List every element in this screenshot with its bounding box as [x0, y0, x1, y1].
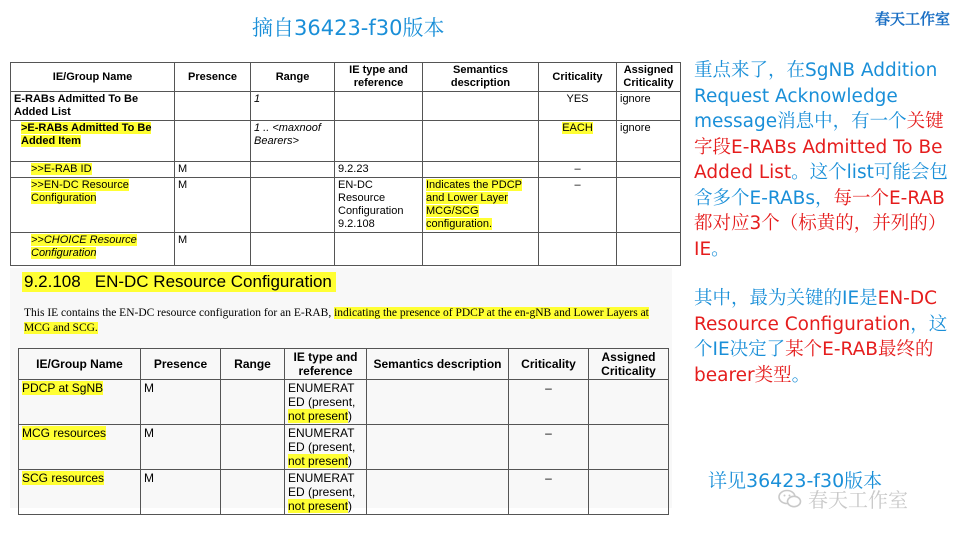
presence-cell: M [141, 425, 221, 470]
range-cell [251, 162, 335, 178]
type-cell: EN-DC Resource Configuration 9.2.108 [335, 178, 423, 233]
section-number: 9.2.108 [24, 272, 81, 291]
col-header: Semantics description [423, 63, 539, 92]
col-header: IE type and reference [335, 63, 423, 92]
section-title: EN-DC Resource Configuration [94, 272, 332, 291]
col-header: Semantics description [367, 349, 509, 380]
watermark [778, 484, 908, 513]
range-cell [221, 425, 285, 470]
criticality-cell: YES [539, 92, 617, 121]
semantics-cell [423, 92, 539, 121]
semantics-cell: Indicates the PDCP and Lower Layer MCG/SCG configuration. [426, 179, 522, 230]
type-cell [335, 92, 423, 121]
assigned-criticality-cell [617, 233, 681, 266]
presence-cell [175, 121, 251, 162]
table-row [19, 425, 669, 470]
type-cell: ENUMERAT ED (present, not present) [285, 425, 367, 470]
note-text: 。 [711, 238, 730, 260]
wechat-icon [778, 489, 802, 509]
assigned-criticality-cell: ignore [617, 92, 681, 121]
criticality-cell [539, 233, 617, 266]
type-cell [335, 121, 423, 162]
section-description [24, 306, 672, 336]
table-row [19, 380, 669, 425]
presence-cell: M [141, 470, 221, 515]
description-highlight: indicating the presence of PDCP at the en-gNB and Lower Layers at MCG and SCG. [24, 307, 649, 334]
assigned-criticality-cell [617, 178, 681, 233]
semantics-cell [423, 121, 539, 162]
table-row [19, 470, 669, 515]
col-header: IE type and reference [285, 349, 367, 380]
criticality-cell: – [509, 425, 589, 470]
note-paragraph-1 [694, 58, 956, 262]
col-header: Presence [175, 63, 251, 92]
description-text: This IE contains the EN-DC resource configuration for an E-RAB, [24, 307, 335, 319]
note-emphasis: 关键字段E-RABs Admitted To Be Added List [694, 111, 944, 183]
type-cell [335, 233, 423, 266]
resource-config-table [18, 348, 668, 515]
note-text: 。这个list可能会包含多个E-RABs， [694, 162, 948, 209]
brand-label: 春天工作室 [874, 10, 950, 28]
type-cell: ENUMERAT ED (present, not present) [285, 470, 367, 515]
presence-cell [175, 92, 251, 121]
semantics-cell [367, 425, 509, 470]
assigned-criticality-cell: ignore [617, 121, 681, 162]
table-row [11, 178, 681, 233]
criticality-cell: – [509, 380, 589, 425]
criticality-cell: EACH [562, 122, 593, 134]
presence-cell: M [175, 162, 251, 178]
assigned-criticality-cell [589, 470, 669, 515]
range-cell [251, 233, 335, 266]
criticality-cell: – [539, 162, 617, 178]
ie-name: >>CHOICE Resource Configuration [31, 234, 137, 259]
col-header: IE/Group Name [11, 63, 175, 92]
note-text: 。 [791, 364, 811, 386]
col-header: Criticality [539, 63, 617, 92]
semantics-cell [423, 233, 539, 266]
assigned-criticality-cell [589, 425, 669, 470]
watermark-text: 春天工作室 [808, 488, 908, 512]
see-more-label: 详见36423-f30版本 [708, 470, 883, 492]
section-heading [22, 272, 336, 292]
table-row [11, 162, 681, 178]
section-excerpt [10, 268, 672, 513]
note-text: 其中，最为关键的IE是 [694, 288, 878, 309]
type-cell: 9.2.23 [335, 162, 423, 178]
range-cell [221, 380, 285, 425]
spec-table-excerpt [10, 62, 674, 259]
col-header: Presence [141, 349, 221, 380]
semantics-cell [367, 470, 509, 515]
note-text: 重点来了，在SgNB Addition Request Acknowledge message消息中，有一个 [694, 60, 938, 132]
range-cell: 1 [251, 92, 335, 121]
note-emphasis: 某个E-RAB最终的bearer类型 [694, 339, 934, 386]
note-paragraph-2 [694, 286, 956, 388]
col-header: IE/Group Name [19, 349, 141, 380]
table-row [11, 121, 681, 162]
note-text: ，这个IE决定了 [694, 313, 948, 360]
ie-name: E-RABs Admitted To Be Added List [11, 92, 175, 121]
ie-name: PDCP at SgNB [22, 381, 104, 395]
explanation-notes [694, 58, 956, 388]
col-header: Assigned Criticality [589, 349, 669, 380]
table-row [11, 92, 681, 121]
col-header: Criticality [509, 349, 589, 380]
presence-cell: M [175, 178, 251, 233]
ie-name: >>EN-DC Resource Configuration [31, 179, 129, 204]
assigned-criticality-cell [617, 162, 681, 178]
ie-name: >>E-RAB ID [31, 163, 92, 175]
col-header: Range [251, 63, 335, 92]
note-emphasis: EN-DC Resource Configuration [694, 288, 938, 335]
criticality-cell: – [509, 470, 589, 515]
slide-title: 摘自36423-f30版本 [252, 16, 445, 40]
range-cell [251, 178, 335, 233]
assigned-criticality-cell [589, 380, 669, 425]
note-emphasis: 每一个E-RAB都对应3个（标黄的，并列的）IE [694, 187, 947, 260]
ie-name: >E-RABs Admitted To Be Added Item [21, 122, 152, 147]
col-header: Assigned Criticality [617, 63, 681, 92]
type-cell: ENUMERAT ED (present, not present) [285, 380, 367, 425]
presence-cell: M [141, 380, 221, 425]
ie-name: MCG resources [22, 426, 107, 440]
criticality-cell: – [539, 178, 617, 233]
table-row [11, 233, 681, 266]
range-cell: 1 .. <maxnoof Bearers> [251, 121, 335, 162]
col-header: Range [221, 349, 285, 380]
presence-cell: M [175, 233, 251, 266]
semantics-cell [423, 162, 539, 178]
semantics-cell [367, 380, 509, 425]
range-cell [221, 470, 285, 515]
ie-name: SCG resources [22, 471, 105, 485]
